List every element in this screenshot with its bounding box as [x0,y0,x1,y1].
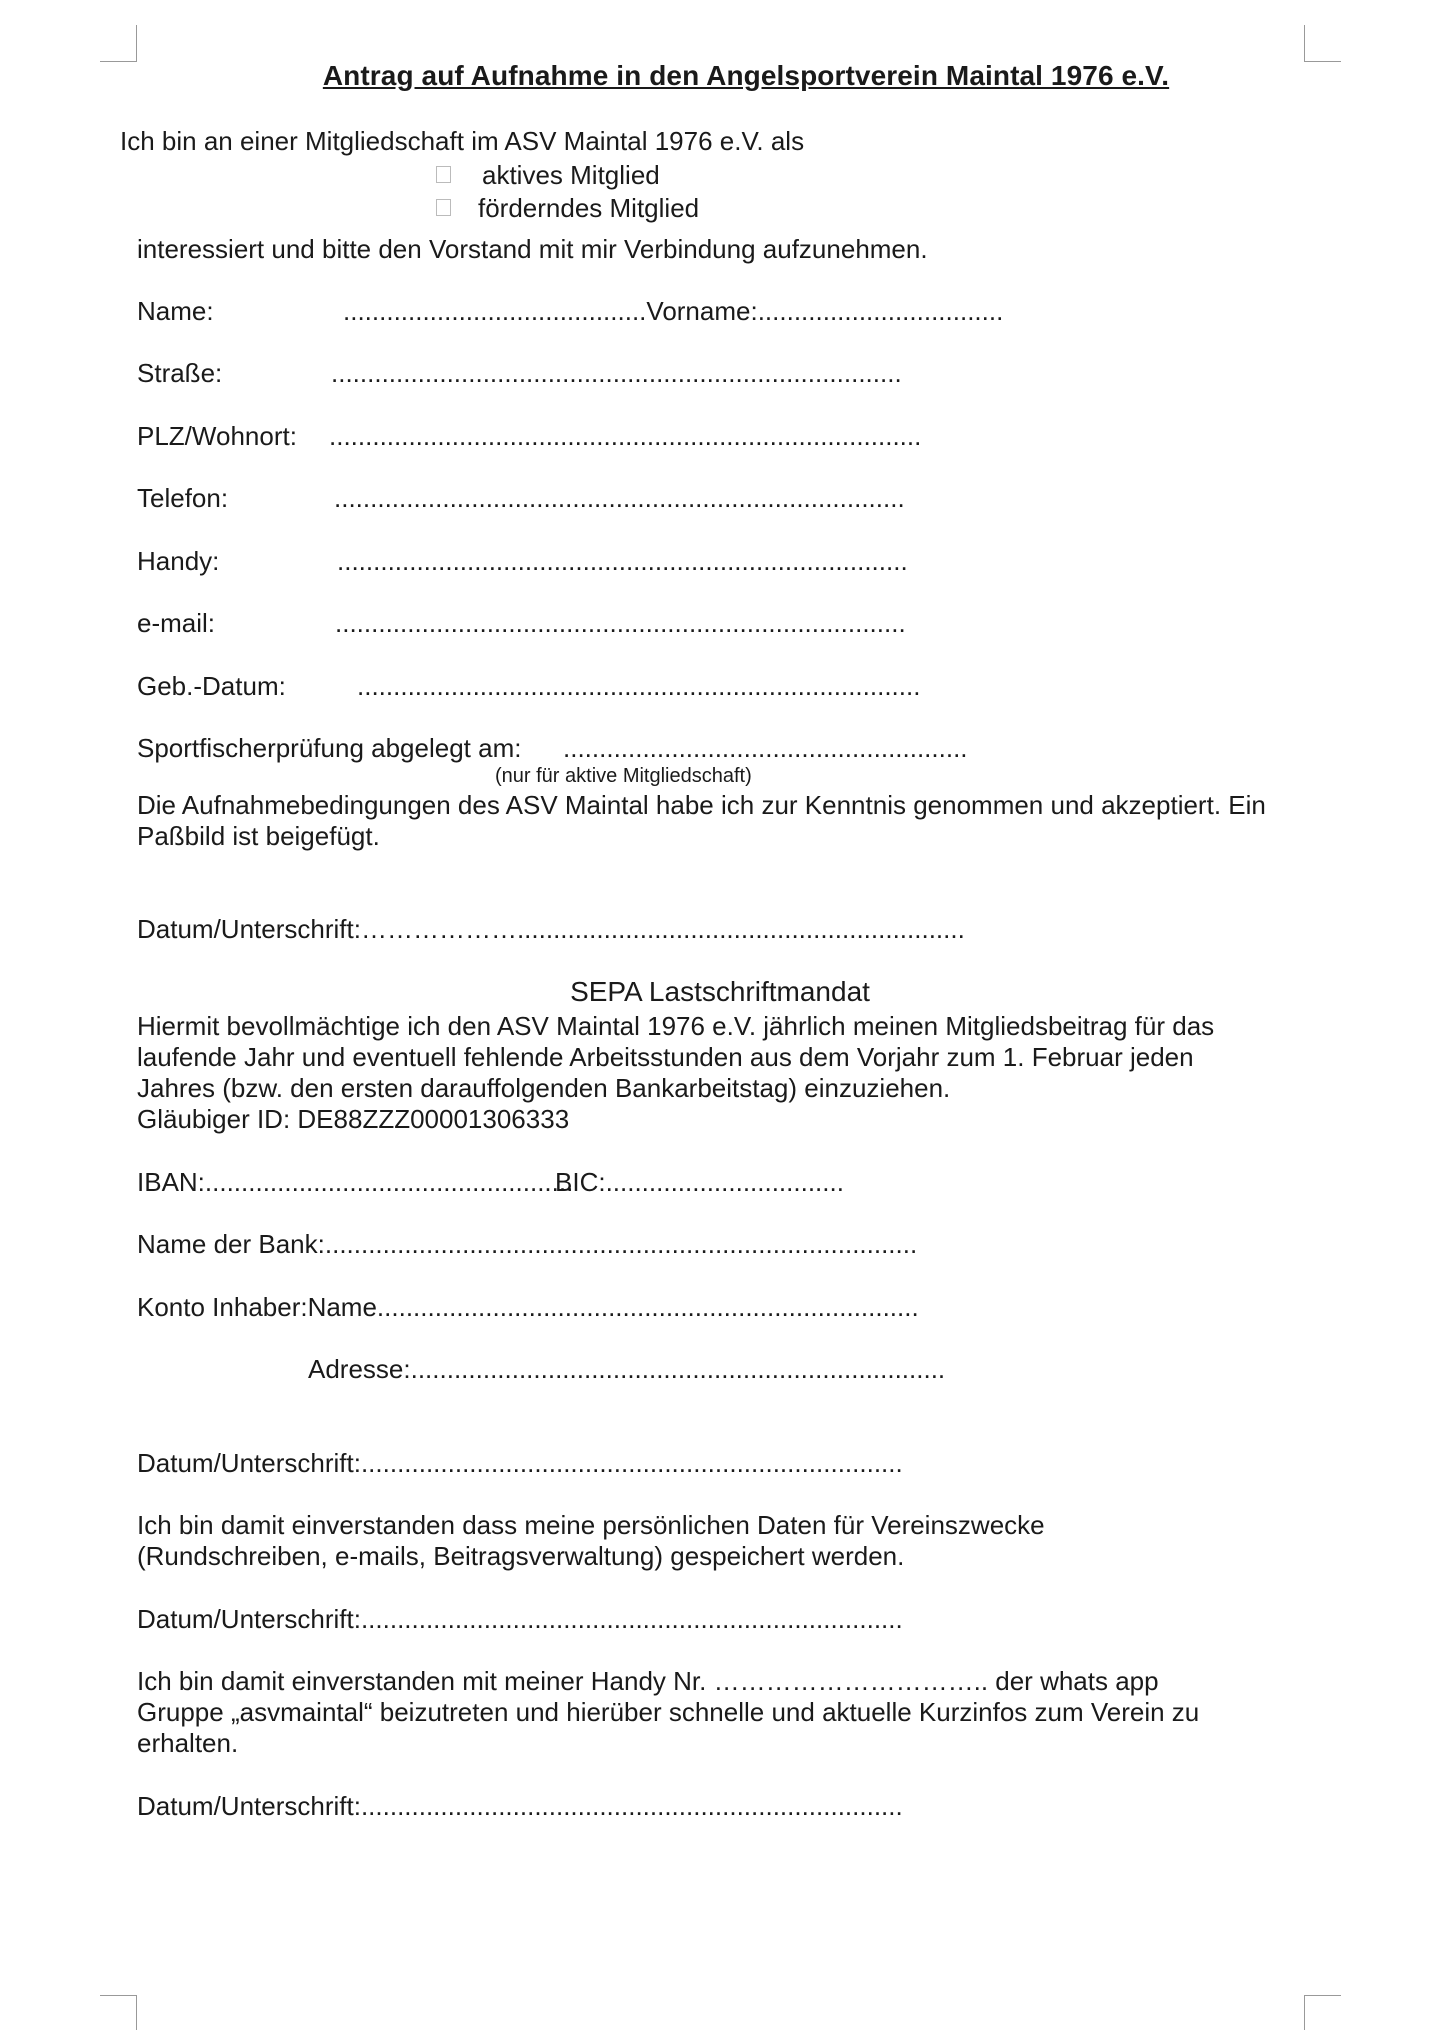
consent-line-2: (Rundschreiben, e-mails, Beitragsverwaltung) gespeichert werden. [137,1541,905,1571]
crop-mark-bottom-left [100,1995,137,2030]
iban-field[interactable]: IBAN:................................................... [137,1167,574,1197]
handy-field[interactable]: ............................................................................... [337,546,908,576]
intro-text: Ich bin an einer Mitgliedschaft im ASV Maintal 1976 e.V. als [120,126,805,156]
bank-name-field[interactable]: Name der Bank:.................................................................................. [137,1229,918,1259]
email-field[interactable]: ............................................................................... [335,608,906,638]
checkbox-foerderndes-mitglied[interactable] [436,199,451,216]
signature-line-consent[interactable]: Datum/Unterschrift:........................................................................... [137,1604,903,1634]
adresse-field[interactable]: Adresse:.......................................................................... [308,1354,946,1384]
crop-mark-bottom-right [1304,1995,1341,2030]
vorname-label: Vorname: [646,296,758,326]
sepa-text-line-3: Jahres (bzw. den ersten darauffolgenden Bankarbeitstag) einzuziehen. [137,1073,951,1103]
conditions-line-2: Paßbild ist beigefügt. [137,821,380,851]
whatsapp-line-1: Ich bin damit einverstanden mit meiner Handy Nr. ………………………….. der whats app [137,1666,1159,1696]
sepa-text-line-2: laufende Jahr und eventuell fehlende Arbeitsstunden aus dem Vorjahr zum 1. Februar jeden [137,1042,1194,1072]
conditions-line-1: Die Aufnahmebedingungen des ASV Maintal habe ich zur Kenntnis genommen und akzeptiert. Ein [137,790,1266,820]
checkbox-aktives-mitglied[interactable] [436,166,451,183]
email-label: e-mail: [137,608,216,638]
konto-inhaber-field[interactable]: Konto Inhaber:Name........................................................................... [137,1292,919,1322]
strasse-label: Straße: [137,358,223,388]
consent-line-1: Ich bin damit einverstanden dass meine persönlichen Daten für Vereinszwecke [137,1510,1045,1540]
plz-label: PLZ/Wohnort: [137,421,297,451]
option-aktives-mitglied: aktives Mitglied [482,160,660,190]
sportfischer-note: (nur für aktive Mitgliedschaft) [495,765,752,787]
vorname-dots: .................................. [757,296,1004,326]
sepa-heading: SEPA Lastschriftmandat [570,976,870,1007]
sportfischer-label: Sportfischerprüfung abgelegt am: [137,733,522,763]
signature-line-sepa[interactable]: Datum/Unterschrift:........................................................................... [137,1448,903,1478]
geb-datum-field[interactable]: .............................................................................. [357,671,921,701]
bic-field[interactable]: BIC:................................. [555,1167,844,1197]
signature-line-whatsapp[interactable]: Datum/Unterschrift:........................................................................... [137,1791,903,1821]
name-dots: .......................................... [343,296,647,326]
telefon-label: Telefon: [137,483,229,513]
crop-mark-top-right [1304,25,1341,62]
sportfischer-field[interactable]: ........................................................ [563,733,968,763]
handy-label: Handy: [137,546,220,576]
glaeubiger-id: Gläubiger ID: DE88ZZZ00001306333 [137,1104,570,1134]
signature-line-1[interactable]: Datum/Unterschrift:……………….............................................................. [137,914,965,944]
document-title: Antrag auf Aufnahme in den Angelsportverein Maintal 1976 e.V. [322,60,1170,91]
crop-mark-top-left [100,25,137,62]
intro-end-text: interessiert und bitte den Vorstand mit mir Verbindung aufzunehmen. [137,234,928,264]
option-foerderndes-mitglied: förderndes Mitglied [478,193,700,223]
telefon-field[interactable]: ............................................................................... [334,483,905,513]
geb-datum-label: Geb.-Datum: [137,671,286,701]
name-field[interactable] [343,296,1003,327]
strasse-field[interactable]: ............................................................................... [331,358,902,388]
whatsapp-line-3: erhalten. [137,1728,239,1758]
plz-field[interactable]: .................................................................................. [329,421,922,451]
name-label: Name: [137,296,214,326]
whatsapp-line-2: Gruppe „asvmaintal“ beizutreten und hierüber schnelle und aktuelle Kurzinfos zum Verein zu [137,1697,1200,1727]
sepa-text-line-1: Hiermit bevollmächtige ich den ASV Maintal 1976 e.V. jährlich meinen Mitgliedsbeitrag für das [137,1011,1215,1041]
